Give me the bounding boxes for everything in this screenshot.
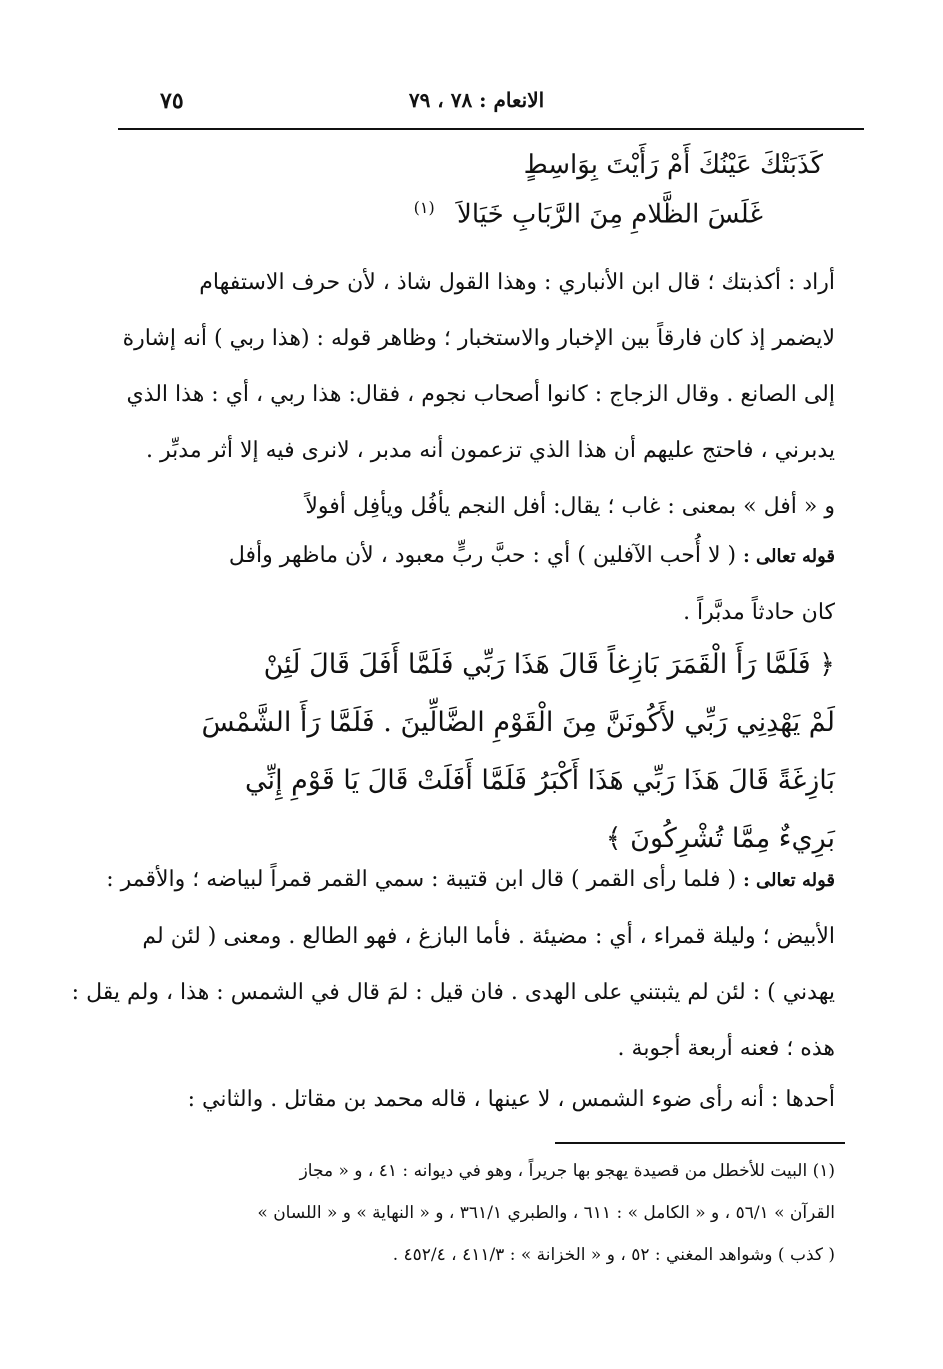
text-line: يدبرني ، فاحتج عليهم أن هذا الذي تزعمون أنه مدبر ، لانرى فيه إلا أثر مدبِّر . <box>146 438 835 463</box>
quran-line: ﴿ فَلَمَّا رَأَ الْقَمَرَ بَازِغاً قَالَ هَذَا رَبِّي فَلَمَّا أَفَلَ قَالَ لَئِنْ <box>263 649 835 680</box>
quran-line: لَمْ يَهْدِنِي رَبِّي لأَكُونَنَّ مِنَ الْقَوْمِ الضَّالِّينَ . فَلَمَّا رَأَ الشَّمْسَ <box>201 707 835 738</box>
text-line: الأبيض ؛ وليلة قمراء ، أي : مضيئة . فأما البازغ ، فهو الطالع . ومعنى ( لئن لم <box>142 924 835 949</box>
page-number: ٧٥ <box>160 88 184 114</box>
footnote-reference: (١) <box>413 198 435 217</box>
footnote-block <box>100 1150 835 1276</box>
footnote-line: (١) البيت للأخطل من قصيدة يهجو بها جريراً ، وهو في ديوانه : ٤١ ، و « مجاز <box>299 1161 835 1181</box>
text-line: يهدني ) : لئن لم يثبتني على الهدى . فان قيل : لمَ قال في الشمس : هذا ، ولم يقل : <box>71 980 835 1005</box>
text-line: كان حادثاً مدبَّراً . <box>683 600 835 625</box>
text-line: لايضمر إذ كان فارقاً بين الإخبار والاستخبار ؛ وظاهر قوله : (هذا ربي ) أنه إشارة <box>122 326 835 351</box>
text-span: ( فلما رأى القمر ) قال ابن قتيبة : سمي القمر قمراً لبياضه ؛ والأقمر : <box>106 867 737 892</box>
poetry-verse-line-2 <box>414 198 763 230</box>
section-label: قوله تعالى : <box>743 546 835 567</box>
commentary-paragraph-2 <box>104 528 835 641</box>
text-line: و « أفل » بمعنى : غاب ؛ يقال: أفل النجم يأفُل ويأفِل أفولاً <box>305 494 835 519</box>
poetry-verse-line-1: كَذَبَتْكَ عَيْنُكَ أَمْ رَأَيْتَ بِوَاسِطٍ <box>523 150 823 180</box>
commentary-paragraph-1 <box>104 255 835 535</box>
text-line: إلى الصانع . وقال الزجاج : كانوا أصحاب نجوم ، فقال: هذا ربي ، أي : هذا الذي <box>126 382 835 407</box>
poetry-verse-line-2-text: غَلَسَ الظَّلامِ مِنَ الرَّبَابِ خَيَالاَ <box>456 199 763 230</box>
quran-verse-block <box>104 636 835 868</box>
commentary-paragraph-4 <box>104 1072 835 1128</box>
footnote-line: ( كذب ) وشواهد المغني : ٥٢ ، و « الخزانة » : ٤١١/٣ ، ٤٥٢/٤ . <box>392 1245 835 1265</box>
commentary-paragraph-3 <box>71 852 835 1077</box>
text-span: ( لا أُحب الآفلين ) أي : حبَّ ربٍّ معبود ، لأن ماظهر وأفل <box>228 543 737 568</box>
section-label: قوله تعالى : <box>743 870 835 891</box>
quran-line: بَرِيءٌ مِمَّا تُشْرِكُونَ ﴾ <box>605 823 835 854</box>
text-line: أراد : أكذبتك ؛ قال ابن الأنباري : وهذا القول شاذ ، لأن حرف الاستفهام <box>199 270 835 295</box>
text-line: أحدها : أنه رأى ضوء الشمس ، لا عينها ، قاله محمد بن مقاتل . والثاني : <box>187 1087 835 1112</box>
header-rule <box>118 128 864 130</box>
running-title: الانعام : ٧٨ ، ٧٩ <box>408 88 545 112</box>
text-line <box>104 528 835 585</box>
running-header <box>120 88 833 128</box>
quran-line: بَازِغَةً قَالَ هَذَا رَبِّي هَذَا أَكْبَرُ فَلَمَّا أَفَلَتْ قَالَ يَا قَوْمِ إِنِّي <box>245 765 835 796</box>
footnote-line: القرآن » ٥٦/١ ، و « الكامل » : ٦١١ ، والطبري ٣٦١/١ ، و « النهاية » و « اللسان » <box>257 1203 835 1223</box>
text-line: هذه ؛ فعنه أربعة أجوبة . <box>617 1036 835 1061</box>
footnote-rule <box>555 1142 845 1144</box>
text-line <box>104 852 835 909</box>
